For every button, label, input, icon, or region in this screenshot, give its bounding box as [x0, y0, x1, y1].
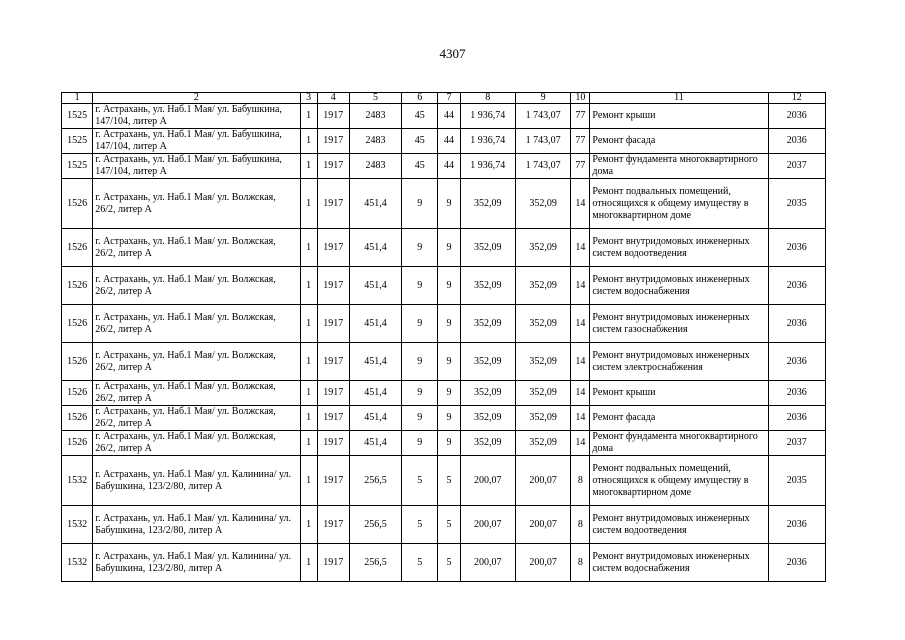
work-type-cell: Ремонт крыши — [590, 381, 768, 406]
section-cell: 1 — [300, 129, 317, 154]
apartments-cell: 44 — [438, 154, 460, 179]
year-built-cell: 1917 — [317, 154, 349, 179]
building-id-cell: 1526 — [62, 229, 93, 267]
planned-year-cell: 2036 — [768, 305, 825, 343]
area-cell: 2483 — [349, 104, 401, 129]
residents-cell: 5 — [402, 506, 438, 544]
residents-cell: 5 — [402, 544, 438, 582]
residents-cell: 9 — [402, 267, 438, 305]
section-cell: 1 — [300, 229, 317, 267]
table-row — [62, 506, 826, 544]
work-type-cell: Ремонт фасада — [590, 406, 768, 431]
cost-total-cell: 1 936,74 — [460, 129, 515, 154]
column-header: 3 — [300, 93, 317, 104]
table-row — [62, 129, 826, 154]
cost-residential-cell: 352,09 — [515, 229, 570, 267]
area-cell: 256,5 — [349, 506, 401, 544]
cost-residential-cell: 352,09 — [515, 267, 570, 305]
work-type-cell: Ремонт внутридомовых инженерных систем электроснабжения — [590, 343, 768, 381]
cost-total-cell: 352,09 — [460, 343, 515, 381]
work-type-cell: Ремонт внутридомовых инженерных систем водоснабжения — [590, 267, 768, 305]
year-built-cell: 1917 — [317, 456, 349, 506]
table-row — [62, 305, 826, 343]
table-row — [62, 456, 826, 506]
year-built-cell: 1917 — [317, 104, 349, 129]
table-row — [62, 544, 826, 582]
area-cell: 451,4 — [349, 406, 401, 431]
apartments-cell: 9 — [438, 305, 460, 343]
section-cell: 1 — [300, 104, 317, 129]
table-row — [62, 229, 826, 267]
units-cell: 8 — [571, 456, 590, 506]
area-cell: 451,4 — [349, 179, 401, 229]
cost-residential-cell: 200,07 — [515, 456, 570, 506]
units-cell: 77 — [571, 104, 590, 129]
apartments-cell: 9 — [438, 343, 460, 381]
table-row — [62, 431, 826, 456]
cost-residential-cell: 200,07 — [515, 544, 570, 582]
year-built-cell: 1917 — [317, 506, 349, 544]
cost-residential-cell: 352,09 — [515, 431, 570, 456]
address-cell: г. Астрахань, ул. Наб.1 Мая/ ул. Бабушкина, 147/104, литер А — [93, 154, 300, 179]
area-cell: 451,4 — [349, 267, 401, 305]
planned-year-cell: 2035 — [768, 456, 825, 506]
planned-year-cell: 2036 — [768, 343, 825, 381]
apartments-cell: 9 — [438, 267, 460, 305]
cost-residential-cell: 352,09 — [515, 179, 570, 229]
residents-cell: 45 — [402, 104, 438, 129]
residents-cell: 9 — [402, 431, 438, 456]
column-header: 9 — [515, 93, 570, 104]
units-cell: 14 — [571, 229, 590, 267]
section-cell: 1 — [300, 544, 317, 582]
section-cell: 1 — [300, 431, 317, 456]
address-cell: г. Астрахань, ул. Наб.1 Мая/ ул. Волжская, 26/2, литер А — [93, 381, 300, 406]
area-cell: 256,5 — [349, 456, 401, 506]
section-cell: 1 — [300, 267, 317, 305]
building-id-cell: 1532 — [62, 456, 93, 506]
planned-year-cell: 2037 — [768, 154, 825, 179]
repair-schedule-table — [61, 92, 826, 582]
year-built-cell: 1917 — [317, 406, 349, 431]
cost-total-cell: 200,07 — [460, 506, 515, 544]
building-id-cell: 1532 — [62, 506, 93, 544]
apartments-cell: 9 — [438, 179, 460, 229]
year-built-cell: 1917 — [317, 229, 349, 267]
table-row — [62, 104, 826, 129]
cost-residential-cell: 352,09 — [515, 343, 570, 381]
work-type-cell: Ремонт подвальных помещений, относящихся к общему имуществу в многоквартирном доме — [590, 179, 768, 229]
units-cell: 14 — [571, 406, 590, 431]
work-type-cell: Ремонт фундамента многоквартирного дома — [590, 154, 768, 179]
table-row — [62, 179, 826, 229]
planned-year-cell: 2037 — [768, 431, 825, 456]
cost-residential-cell: 1 743,07 — [515, 154, 570, 179]
area-cell: 451,4 — [349, 381, 401, 406]
column-header: 12 — [768, 93, 825, 104]
apartments-cell: 9 — [438, 431, 460, 456]
column-header: 7 — [438, 93, 460, 104]
table-row — [62, 406, 826, 431]
column-header: 4 — [317, 93, 349, 104]
cost-residential-cell: 352,09 — [515, 381, 570, 406]
building-id-cell: 1526 — [62, 179, 93, 229]
apartments-cell: 9 — [438, 406, 460, 431]
apartments-cell: 9 — [438, 381, 460, 406]
cost-total-cell: 1 936,74 — [460, 154, 515, 179]
planned-year-cell: 2036 — [768, 104, 825, 129]
column-header: 1 — [62, 93, 93, 104]
work-type-cell: Ремонт внутридомовых инженерных систем газоснабжения — [590, 305, 768, 343]
planned-year-cell: 2036 — [768, 544, 825, 582]
section-cell: 1 — [300, 179, 317, 229]
column-header: 6 — [402, 93, 438, 104]
year-built-cell: 1917 — [317, 305, 349, 343]
units-cell: 8 — [571, 506, 590, 544]
residents-cell: 9 — [402, 229, 438, 267]
cost-total-cell: 352,09 — [460, 431, 515, 456]
building-id-cell: 1526 — [62, 267, 93, 305]
residents-cell: 9 — [402, 179, 438, 229]
cost-total-cell: 352,09 — [460, 229, 515, 267]
column-header: 8 — [460, 93, 515, 104]
planned-year-cell: 2036 — [768, 406, 825, 431]
building-id-cell: 1526 — [62, 431, 93, 456]
cost-residential-cell: 1 743,07 — [515, 104, 570, 129]
cost-residential-cell: 200,07 — [515, 506, 570, 544]
year-built-cell: 1917 — [317, 179, 349, 229]
year-built-cell: 1917 — [317, 431, 349, 456]
planned-year-cell: 2036 — [768, 129, 825, 154]
work-type-cell: Ремонт внутридомовых инженерных систем водоотведения — [590, 229, 768, 267]
residents-cell: 45 — [402, 129, 438, 154]
cost-residential-cell: 352,09 — [515, 406, 570, 431]
cost-total-cell: 200,07 — [460, 544, 515, 582]
apartments-cell: 44 — [438, 129, 460, 154]
apartments-cell: 44 — [438, 104, 460, 129]
section-cell: 1 — [300, 381, 317, 406]
planned-year-cell: 2036 — [768, 229, 825, 267]
cost-residential-cell: 352,09 — [515, 305, 570, 343]
address-cell: г. Астрахань, ул. Наб.1 Мая/ ул. Калинина/ ул. Бабушкина, 123/2/80, литер А — [93, 456, 300, 506]
year-built-cell: 1917 — [317, 267, 349, 305]
building-id-cell: 1532 — [62, 544, 93, 582]
units-cell: 14 — [571, 381, 590, 406]
work-type-cell: Ремонт фундамента многоквартирного дома — [590, 431, 768, 456]
table-row — [62, 381, 826, 406]
building-id-cell: 1526 — [62, 406, 93, 431]
work-type-cell: Ремонт фасада — [590, 129, 768, 154]
units-cell: 8 — [571, 544, 590, 582]
year-built-cell: 1917 — [317, 381, 349, 406]
area-cell: 451,4 — [349, 431, 401, 456]
address-cell: г. Астрахань, ул. Наб.1 Мая/ ул. Волжская, 26/2, литер А — [93, 267, 300, 305]
units-cell: 77 — [571, 154, 590, 179]
table-row — [62, 267, 826, 305]
building-id-cell: 1525 — [62, 129, 93, 154]
address-cell: г. Астрахань, ул. Наб.1 Мая/ ул. Калинина/ ул. Бабушкина, 123/2/80, литер А — [93, 506, 300, 544]
residents-cell: 45 — [402, 154, 438, 179]
area-cell: 451,4 — [349, 343, 401, 381]
address-cell: г. Астрахань, ул. Наб.1 Мая/ ул. Волжская, 26/2, литер А — [93, 179, 300, 229]
building-id-cell: 1525 — [62, 104, 93, 129]
units-cell: 14 — [571, 305, 590, 343]
units-cell: 14 — [571, 431, 590, 456]
cost-total-cell: 352,09 — [460, 381, 515, 406]
cost-total-cell: 352,09 — [460, 406, 515, 431]
apartments-cell: 5 — [438, 506, 460, 544]
address-cell: г. Астрахань, ул. Наб.1 Мая/ ул. Бабушкина, 147/104, литер А — [93, 129, 300, 154]
cost-total-cell: 352,09 — [460, 267, 515, 305]
address-cell: г. Астрахань, ул. Наб.1 Мая/ ул. Волжская, 26/2, литер А — [93, 431, 300, 456]
building-id-cell: 1526 — [62, 343, 93, 381]
column-header: 2 — [93, 93, 300, 104]
apartments-cell: 9 — [438, 229, 460, 267]
address-cell: г. Астрахань, ул. Наб.1 Мая/ ул. Волжская, 26/2, литер А — [93, 229, 300, 267]
building-id-cell: 1525 — [62, 154, 93, 179]
cost-residential-cell: 1 743,07 — [515, 129, 570, 154]
residents-cell: 5 — [402, 456, 438, 506]
residents-cell: 9 — [402, 343, 438, 381]
address-cell: г. Астрахань, ул. Наб.1 Мая/ ул. Волжская, 26/2, литер А — [93, 305, 300, 343]
residents-cell: 9 — [402, 406, 438, 431]
column-header: 10 — [571, 93, 590, 104]
apartments-cell: 5 — [438, 456, 460, 506]
section-cell: 1 — [300, 406, 317, 431]
cost-total-cell: 352,09 — [460, 305, 515, 343]
address-cell: г. Астрахань, ул. Наб.1 Мая/ ул. Бабушкина, 147/104, литер А — [93, 104, 300, 129]
cost-total-cell: 1 936,74 — [460, 104, 515, 129]
building-id-cell: 1526 — [62, 305, 93, 343]
address-cell: г. Астрахань, ул. Наб.1 Мая/ ул. Калинина/ ул. Бабушкина, 123/2/80, литер А — [93, 544, 300, 582]
page-number: 4307 — [439, 46, 466, 61]
area-cell: 2483 — [349, 154, 401, 179]
address-cell: г. Астрахань, ул. Наб.1 Мая/ ул. Волжская, 26/2, литер А — [93, 406, 300, 431]
cost-total-cell: 200,07 — [460, 456, 515, 506]
planned-year-cell: 2035 — [768, 179, 825, 229]
area-cell: 256,5 — [349, 544, 401, 582]
work-type-cell: Ремонт внутридомовых инженерных систем водоотведения — [590, 506, 768, 544]
section-cell: 1 — [300, 506, 317, 544]
address-cell: г. Астрахань, ул. Наб.1 Мая/ ул. Волжская, 26/2, литер А — [93, 343, 300, 381]
planned-year-cell: 2036 — [768, 267, 825, 305]
units-cell: 14 — [571, 343, 590, 381]
area-cell: 2483 — [349, 129, 401, 154]
work-type-cell: Ремонт подвальных помещений, относящихся к общему имуществу в многоквартирном доме — [590, 456, 768, 506]
units-cell: 14 — [571, 179, 590, 229]
year-built-cell: 1917 — [317, 343, 349, 381]
table-row — [62, 343, 826, 381]
section-cell: 1 — [300, 456, 317, 506]
units-cell: 77 — [571, 129, 590, 154]
table-row — [62, 154, 826, 179]
year-built-cell: 1917 — [317, 129, 349, 154]
section-cell: 1 — [300, 343, 317, 381]
residents-cell: 9 — [402, 305, 438, 343]
area-cell: 451,4 — [349, 305, 401, 343]
apartments-cell: 5 — [438, 544, 460, 582]
work-type-cell: Ремонт крыши — [590, 104, 768, 129]
residents-cell: 9 — [402, 381, 438, 406]
work-type-cell: Ремонт внутридомовых инженерных систем водоснабжения — [590, 544, 768, 582]
planned-year-cell: 2036 — [768, 506, 825, 544]
area-cell: 451,4 — [349, 229, 401, 267]
cost-total-cell: 352,09 — [460, 179, 515, 229]
section-cell: 1 — [300, 154, 317, 179]
column-header: 5 — [349, 93, 401, 104]
column-number-header-row — [62, 93, 826, 104]
column-header: 11 — [590, 93, 768, 104]
building-id-cell: 1526 — [62, 381, 93, 406]
units-cell: 14 — [571, 267, 590, 305]
year-built-cell: 1917 — [317, 544, 349, 582]
planned-year-cell: 2036 — [768, 381, 825, 406]
section-cell: 1 — [300, 305, 317, 343]
